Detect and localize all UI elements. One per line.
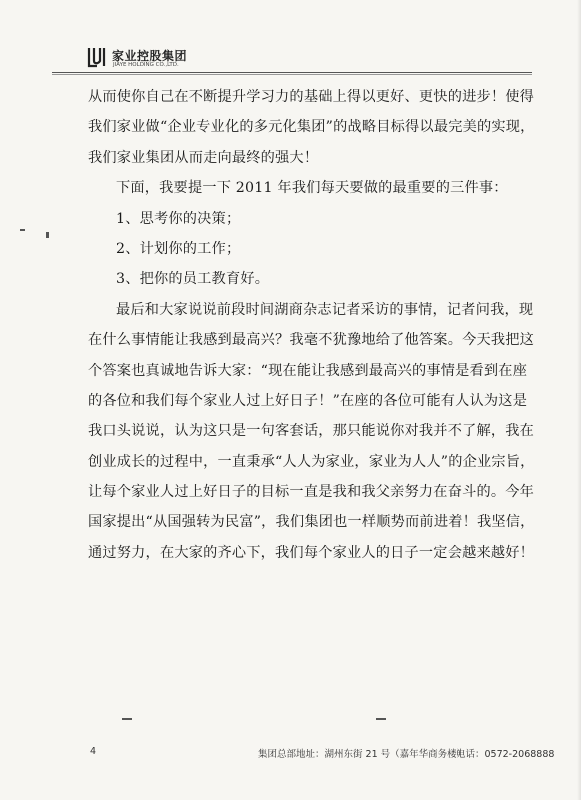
- paragraph-line: 的各位和我们每个家业人过上好日子！”在座的各位可能有人认为这是: [88, 392, 528, 409]
- punch-mark: [376, 718, 386, 720]
- company-name-en: JIAYE HOLDING CO.,LTD.: [113, 62, 179, 68]
- scan-edge: [577, 0, 581, 800]
- paragraph-line: 我们家业做“企业专业化的多元化集团”的战略目标得以最完美的实现，: [88, 119, 535, 136]
- footer-address: 集团总部地址：湖州东街 21 号（嘉年华商务楼）: [258, 749, 467, 760]
- paragraph-line: 从而使你自己在不断提升学习力的基础上得以更好、更快的进步！使得: [88, 89, 535, 105]
- paragraph-line: 我们家业集团从而走向最终的强大！: [88, 149, 319, 166]
- paragraph-line: 我口头说说，认为这只是一句客套话，那只能说你对我并不了解，我在: [88, 423, 535, 440]
- paragraph-line: 个答案也真诚地告诉大家：“现在能让我感到最高兴的事情是看到在座: [88, 362, 528, 379]
- paragraph-line: 创业成长的过程中，一直秉承“人人为家业，家业为人人”的企业宗旨，: [88, 453, 535, 470]
- header-divider: [52, 72, 532, 73]
- punch-mark: [46, 232, 49, 238]
- paragraph-line: 国家提出“从国强转为民富”，我们集团也一样顺势而前进着！我坚信，: [88, 514, 535, 531]
- paragraph-line: 通过努力，在大家的齐心下，我们每个家业人的日子一定会越来越好！: [88, 544, 535, 561]
- company-name-cn: 家业控股集团: [112, 49, 188, 63]
- page-footer: [0, 746, 581, 762]
- page-number: 4: [90, 746, 97, 757]
- paragraph-line: 最后和大家说说前段时间湖商杂志记者采访的事情，记者问我，现: [116, 301, 534, 318]
- paragraph-line: 在什么事情能让我感到最高兴？我毫不犹豫地给了他答案。今天我把这: [88, 332, 535, 349]
- company-logo-icon: [86, 46, 108, 68]
- punch-mark: [122, 718, 132, 720]
- paragraph-line: 让每个家业人过上好日子的目标一直是我和我父亲努力在奋斗的。今年: [88, 484, 535, 501]
- list-item: 1、思考你的决策；: [116, 210, 241, 227]
- punch-mark: [20, 229, 25, 231]
- header-divider-thin: [52, 74, 532, 75]
- paragraph-line: 下面，我要提一下 2011 年我们每天要做的最重要的三件事：: [116, 180, 508, 197]
- letter-body: [88, 82, 535, 568]
- list-item: 2、计划你的工作；: [116, 240, 241, 257]
- footer-phone: 电话：0572-2068888: [456, 749, 555, 760]
- letterhead: [52, 44, 552, 74]
- list-item: 3、把你的员工教育好。: [116, 271, 270, 288]
